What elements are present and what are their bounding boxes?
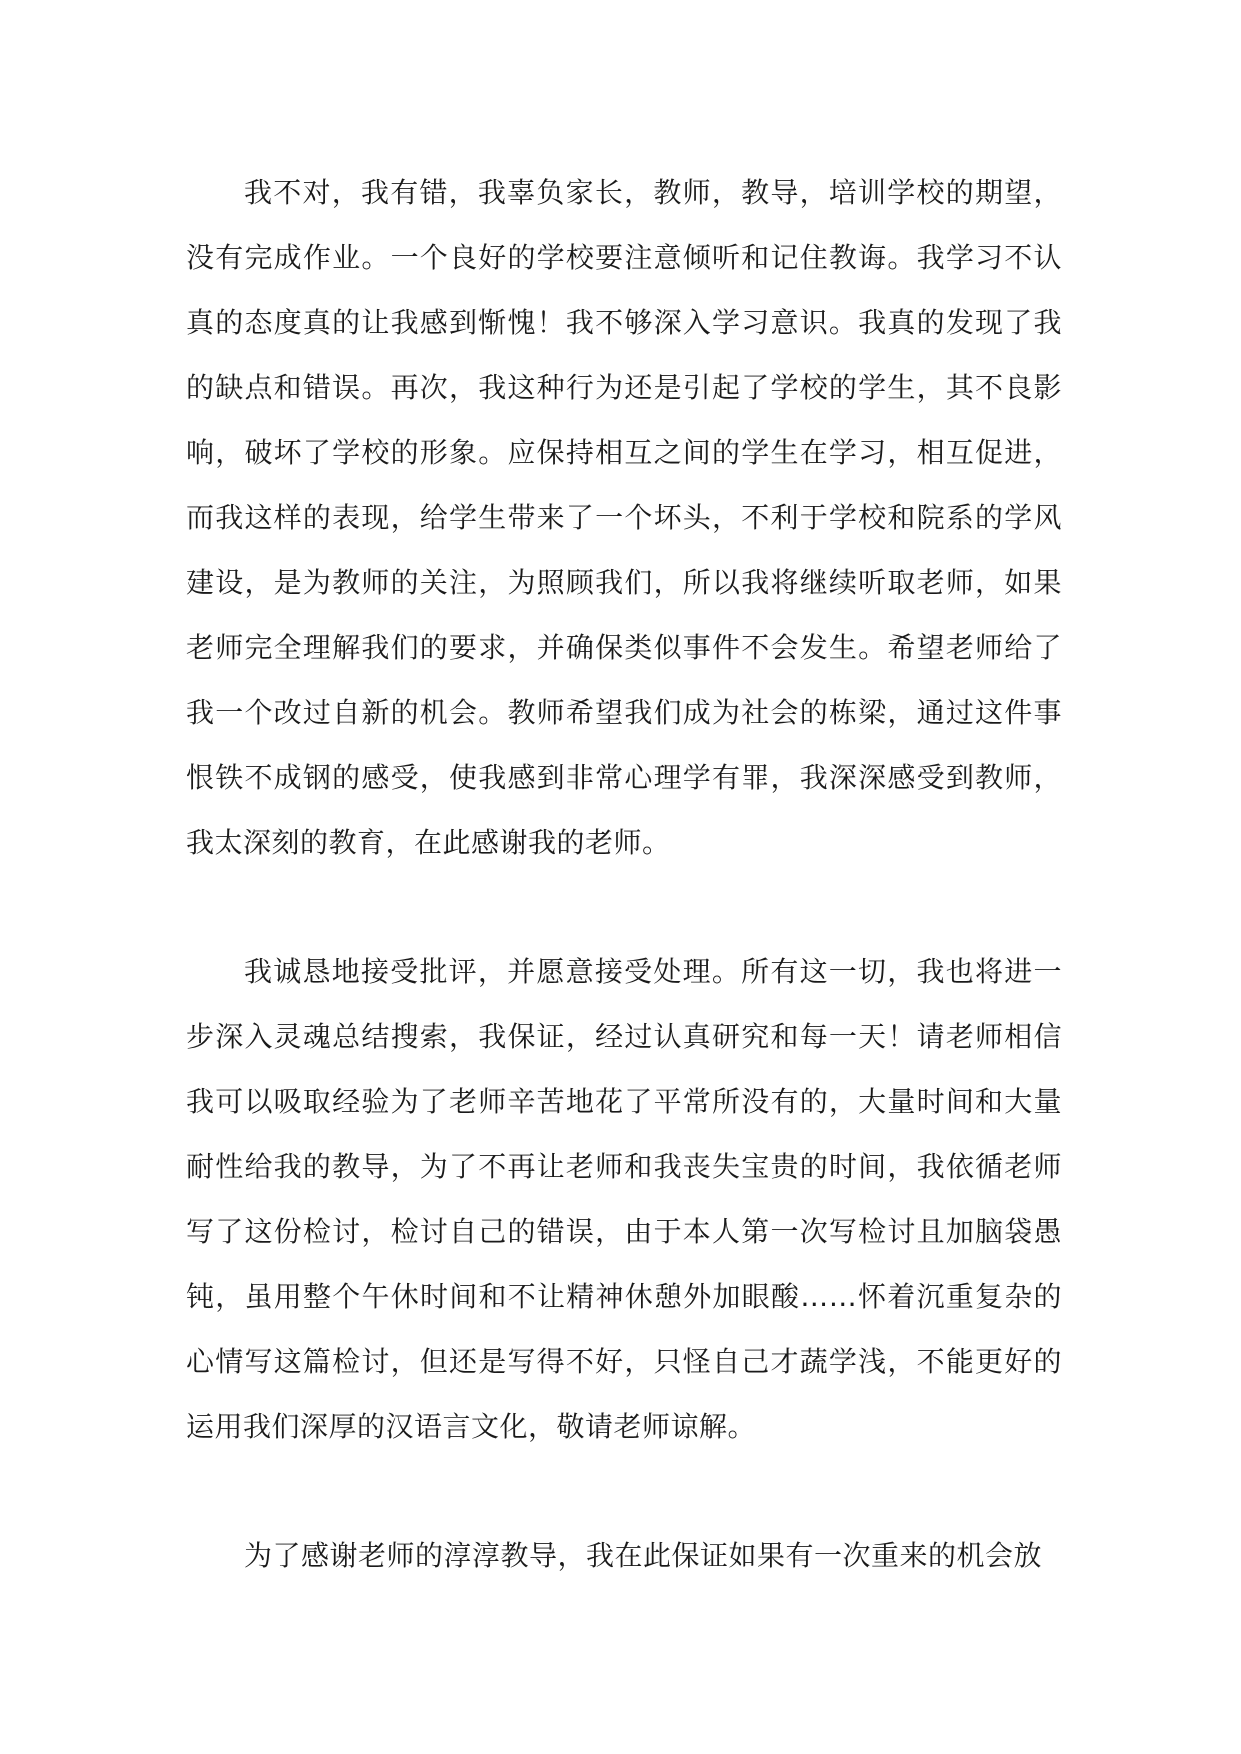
document-body	[186, 160, 1062, 1652]
paragraph-1: 我不对，我有错，我辜负家长，教师，教导，培训学校的期望，没有完成作业。一个良好的学校要注意倾听和记住教诲。我学习不认真的态度真的让我感到惭愧！我不够深入学习意识。我真的发现了我的缺点和错误。再次，我这种行为还是引起了学校的学生，其不良影响，破坏了学校的形象。应保持相互之间的学生在学习，相互促进，而我这样的表现，给学生带来了一个坏头，不利于学校和院系的学风建设，是为教师的关注，为照顾我们，所以我将继续听取老师，如果老师完全理解我们的要求，并确保类似事件不会发生。希望老师给了我一个改过自新的机会。教师希望我们成为社会的栋梁，通过这件事恨铁不成钢的感受，使我感到非常心理学有罪，我深深感受到教师，我太深刻的教育，在此感谢我的老师。	[186, 176, 1062, 859]
paragraph-3: 为了感谢老师的淳淳教导，我在此保证如果有一次重来的机会放	[244, 1539, 1043, 1572]
paragraph-2: 我诚恳地接受批评，并愿意接受处理。所有这一切，我也将进一步深入灵魂总结搜索，我保证，经过认真研究和每一天！请老师相信我可以吸取经验为了老师辛苦地花了平常所没有的，大量时间和大量耐性给我的教导，为了不再让老师和我丧失宝贵的时间，我依循老师写了这份检讨，检讨自己的错误，由于本人第一次写检讨且加脑袋愚钝，虽用整个午休时间和不让精神休憩外加眼酸……怀着沉重复杂的心情写这篇检讨，但还是写得不好，只怪自己才蔬学浅，不能更好的运用我们深厚的汉语言文化，敬请老师谅解。	[186, 955, 1062, 1443]
